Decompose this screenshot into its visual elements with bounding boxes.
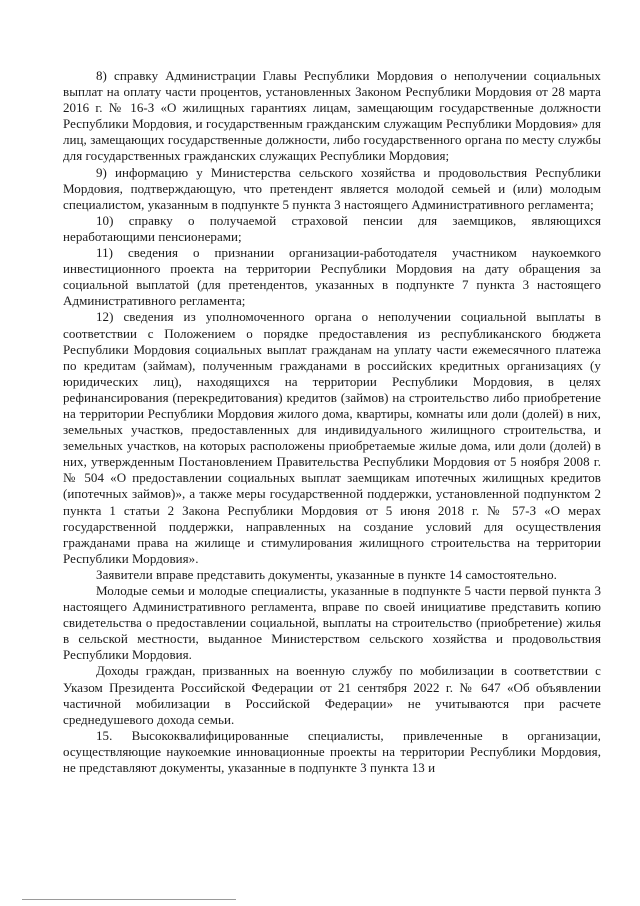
footnote-separator-line xyxy=(22,899,236,900)
paragraph-item-9: 9) информацию у Министерства сельского хозяйства и продовольствия Республики Мордовия, подтверждающую, что претендент является молодой семьей и (или) молодым специалистом, указанным в подпункте 5 пункта 3 настоящего Административного регламента; xyxy=(63,164,601,212)
paragraph-young-families: Молодые семьи и молодые специалисты, указанные в подпункте 5 части первой пункта 3 настоящего Административного регламента, вправе по своей инициативе представить копию свидетельства о предоставлении социальной, выплаты на строительство (приобретение) жилья в сельской местности, выданное Министерством сельского хозяйства и продовольствия Республики Мордовия. xyxy=(63,583,601,663)
paragraph-mobilization-income: Доходы граждан, призванных на военную службу по мобилизации в соответствии с Указом Президента Российской Федерации от 21 сентября 2022 г. № 647 «Об объявлении частичной мобилизации в Российской Федерации» не учитываются при расчете среднедушевого дохода семьи. xyxy=(63,663,601,727)
document-body xyxy=(63,68,601,776)
paragraph-item-15: 15. Высококвалифицированные специалисты, привлеченные в организации, осуществляющие наукоемкие инновационные проекты на территории Республики Мордовия, не представляют документы, указанные в подпункте 3 пункта 13 и xyxy=(63,727,601,776)
paragraph-item-10: 10) справку о получаемой страховой пенсии для заемщиков, являющихся неработающими пенсионерами; xyxy=(63,212,601,244)
paragraph-applicants-right: Заявители вправе представить документы, указанные в пункте 14 самостоятельно. xyxy=(96,566,557,582)
paragraph-item-11: 11) сведения о признании организации-работодателя участником наукоемкого инвестиционного проекта на территории Республики Мордовия на дату обращения за социальной выплатой (для претендентов, указанных в подпункте 7 пункта 3 настоящего Административного регламента; xyxy=(63,245,601,309)
paragraph-item-8: 8) справку Администрации Главы Республики Мордовия о неполучении социальных выплат на оплату части процентов, установленных Законом Республики Мордовия от 28 марта 2016 г. № 16-З «О жилищных гарантиях лицам, замещающим государственные должности Республики Мордовия, и государственным гражданским служащим Республики Мордовия» для лиц, замещающих государственные должности, либо государственного органа по месту службы для государственных гражданских служащих Республики Мордовия; xyxy=(63,68,601,164)
paragraph-item-12: 12) сведения из уполномоченного органа о неполучении социальной выплаты в соответствии с Положением о порядке предоставления из республиканского бюджета Республики Мордовия социальных выплат гражданам на уплату части ежемесячного платежа по кредитам (займам), полученным гражданами в российских кредитных организациях (у юридических лиц), находящихся на территории Республики Мордовия, в целях рефинансирования (перекредитования) кредитов (займов) на строительство либо приобретение на территории Республики Мордовия жилого дома, квартиры, комнаты или доли (долей) в них, земельных участков, предоставленных для индивидуального жилищного строительства, и земельных участков, на которых расположены приобретаемые жилые дома, или доли (долей) в них, утвержденным Постановлением Правительства Республики Мордовия от 5 ноября 2008 г. № 504 «О предоставлении социальных выплат заемщикам ипотечных жилищных кредитов (ипотечных займов)», а также меры государственной поддержки, установленной подпунктом 2 пункта 1 статьи 2 Закона Республики Мордовия от 5 июня 2018 г. № 57-З «О мерах государственной поддержки, направленных на создание условий для осуществления гражданами права на жилище и стимулирования жилищного строительства на территории Республики Мордовия». xyxy=(63,309,601,566)
